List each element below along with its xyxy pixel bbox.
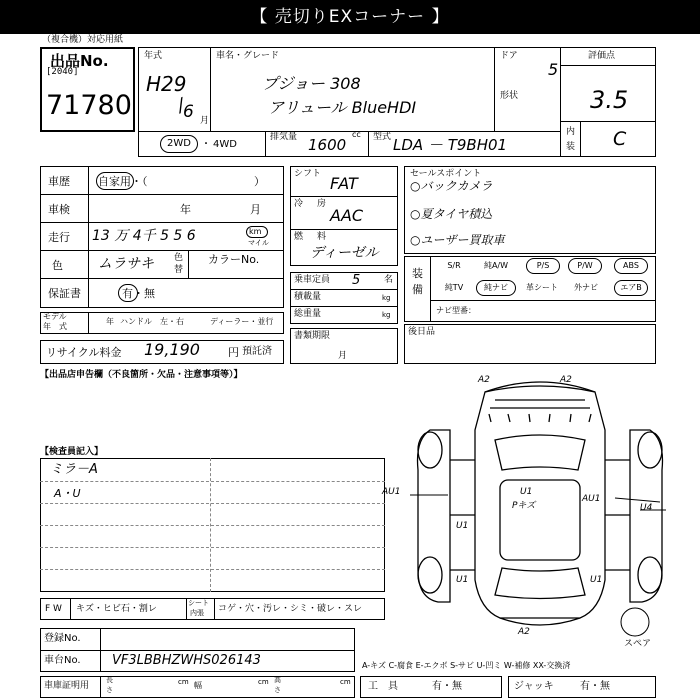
car-label: 車名・グレード bbox=[216, 51, 280, 61]
displacement-value: 1600 bbox=[308, 136, 347, 154]
chassis-label: 車台No. bbox=[44, 655, 81, 666]
recycle-value: 19,190 bbox=[144, 340, 200, 359]
drive-4wd: 4WD bbox=[213, 139, 237, 150]
displacement-label: 排気量 bbox=[270, 132, 298, 142]
weight-unit: kg bbox=[382, 311, 391, 319]
history-label: 車歴 bbox=[48, 175, 70, 188]
garage-cert-label: 車庫証明用 bbox=[44, 681, 90, 691]
seller-notes-label: 【出品店申告欄（不良箇所・欠品・注意事項等）】 bbox=[40, 370, 243, 380]
mark-right-au: AU1 bbox=[582, 494, 601, 504]
documents-label: 書類期限 bbox=[294, 331, 331, 341]
later-date-label: 後日品 bbox=[408, 327, 436, 337]
inspector-line-1: ミラ－A bbox=[50, 462, 98, 477]
seat-label-2: 内張 bbox=[190, 609, 204, 617]
spare-label: スペア bbox=[624, 639, 652, 649]
drive-2wd: 2WD bbox=[160, 135, 198, 153]
weight-label: 総重量 bbox=[294, 309, 322, 319]
car-name: プジョー 308 bbox=[262, 74, 361, 93]
seat-text: コゲ・穴・汚レ・シミ・破レ・スレ bbox=[218, 604, 363, 614]
shape-label: 形状 bbox=[500, 91, 519, 101]
recycle-label: リサイクル料金 bbox=[46, 346, 122, 359]
doors-value: 5 bbox=[548, 60, 559, 79]
jack-label: ジャッキ bbox=[514, 681, 554, 692]
navi-model-label: ナビ型番： bbox=[436, 306, 476, 315]
sales-points-label: セールスポイント bbox=[410, 169, 482, 179]
mileage-km: km bbox=[249, 227, 262, 236]
load-unit: kg bbox=[382, 294, 391, 302]
mark-top-left: A2 bbox=[478, 375, 490, 385]
score-label: 評価点 bbox=[588, 51, 616, 61]
car-grade: アリュール BlueHDI bbox=[268, 98, 417, 117]
width-unit: cm bbox=[258, 678, 269, 686]
inspection-month-unit: 月 bbox=[250, 203, 261, 216]
sales-point-3: ○ユーザー買取車 bbox=[410, 233, 505, 247]
inspection-label: 車検 bbox=[48, 203, 70, 216]
interior-label-1: 内 bbox=[566, 127, 576, 137]
length-unit: cm bbox=[178, 678, 189, 686]
fuel-value: ディーゼル bbox=[310, 245, 379, 261]
page-title: 【 売切りEXコーナー 】 bbox=[0, 0, 700, 34]
color-no-label: カラーNo. bbox=[208, 253, 260, 266]
ac-value: AAC bbox=[330, 206, 364, 225]
equip-airbag: エアB bbox=[614, 280, 648, 296]
shift-value: FAT bbox=[330, 174, 358, 193]
mark-left-u: U1 bbox=[456, 521, 469, 531]
recycle-unit: 円 bbox=[228, 346, 239, 359]
interior-value: C bbox=[613, 128, 627, 150]
model-year-unit: 年 bbox=[106, 317, 114, 326]
capacity-unit: 名 bbox=[384, 275, 394, 285]
equip-ps: P/S bbox=[526, 258, 560, 274]
doors-label: ドア bbox=[500, 51, 518, 61]
tools-label: 工 具 bbox=[368, 681, 398, 692]
seat-label-1: シート bbox=[188, 599, 209, 607]
equipment-label-2: 備 bbox=[412, 283, 423, 296]
mark-center-2: Pキズ bbox=[512, 501, 536, 511]
year-month: 6 bbox=[183, 102, 194, 122]
fuel-label-2: 料 bbox=[317, 232, 327, 242]
year-era: H29 bbox=[146, 72, 187, 96]
dealer-label: ディーラー・並行 bbox=[210, 317, 274, 326]
ac-label-1: 冷 bbox=[294, 199, 304, 209]
jack-value: 有・無 bbox=[580, 681, 610, 692]
drive-sep: ・ bbox=[201, 139, 211, 150]
paint-label-2: 替 bbox=[174, 265, 184, 275]
equip-alloy: 純A/W bbox=[483, 261, 509, 270]
warranty-label: 保証書 bbox=[48, 287, 81, 300]
recycle-note: 預託済 bbox=[242, 346, 272, 357]
equip-ext-navi: 外ナビ bbox=[574, 283, 598, 292]
capacity-value: 5 bbox=[352, 273, 361, 288]
height-unit: cm bbox=[340, 678, 351, 686]
mark-bottom: A2 bbox=[518, 627, 530, 637]
form-subtitle: （複合機）対応用紙 bbox=[42, 35, 124, 45]
month-unit: 月 bbox=[200, 116, 210, 126]
lot-code: [2040] bbox=[46, 67, 79, 77]
mark-top-right: A2 bbox=[560, 375, 572, 385]
load-label: 積載量 bbox=[294, 292, 322, 302]
history-value: 自家用・（ bbox=[98, 175, 148, 188]
lot-label: 出品No. bbox=[50, 52, 109, 70]
chassis-value: VF3LBBHZWHS026143 bbox=[112, 653, 261, 668]
inspector-line-2: A・U bbox=[54, 487, 81, 500]
history-close: ） bbox=[254, 175, 265, 188]
documents-unit: 月 bbox=[338, 351, 348, 361]
warranty-value: 有・無 bbox=[122, 287, 155, 300]
fuel-label-1: 燃 bbox=[294, 232, 304, 242]
mark-center: U1 bbox=[520, 487, 533, 497]
mark-bottom-left-u: U1 bbox=[456, 575, 469, 585]
inspection-year-unit: 年 bbox=[180, 203, 191, 216]
equip-sr: S/R bbox=[447, 261, 461, 270]
model-label: 型式 bbox=[373, 132, 392, 142]
sales-point-1: ○バックカメラ bbox=[410, 179, 493, 193]
length-label-2: さ bbox=[106, 686, 113, 694]
handle-label: ハンドル 左・右 bbox=[120, 317, 184, 326]
model-value: LDA － T9BH01 bbox=[393, 136, 508, 154]
model-year-label-1: モデル bbox=[43, 312, 67, 321]
equipment-label-1: 装 bbox=[412, 267, 423, 280]
lot-number: 71780 bbox=[46, 90, 132, 121]
registration-label: 登録No. bbox=[44, 633, 81, 644]
color-label: 色 bbox=[52, 259, 63, 272]
mark-left-au: AU1 bbox=[382, 487, 401, 497]
year-label: 年式 bbox=[144, 51, 163, 61]
capacity-label: 乗車定員 bbox=[294, 275, 331, 285]
width-label: 幅 bbox=[194, 681, 202, 690]
tools-value: 有・無 bbox=[432, 681, 462, 692]
equip-leather: 革シート bbox=[526, 283, 558, 292]
sales-point-2: ○夏タイヤ積込 bbox=[410, 207, 493, 221]
mark-right-u: U4 bbox=[640, 503, 653, 513]
fw-label: F W bbox=[45, 604, 62, 614]
mileage-value: 13 万 4千 5 5 6 bbox=[92, 228, 196, 244]
inspector-notes-label: 【検査員記入】 bbox=[40, 447, 104, 457]
mark-bottom-right-u: U1 bbox=[590, 575, 603, 585]
paint-label-1: 色 bbox=[174, 253, 184, 263]
interior-label-2: 装 bbox=[566, 142, 576, 152]
height-label-1: 高 bbox=[274, 676, 281, 684]
equip-navi: 純ナビ bbox=[476, 280, 516, 296]
shift-label: シフト bbox=[294, 169, 322, 179]
equip-abs: ABS bbox=[614, 258, 648, 274]
equip-tv: 純TV bbox=[444, 283, 464, 292]
mileage-label: 走行 bbox=[48, 231, 70, 244]
damage-legend: A-キズ C-腐食 E-エクボ S-サビ U-凹ミ W-補修 XX-交換済 bbox=[362, 661, 571, 670]
equip-pw: P/W bbox=[568, 258, 602, 274]
model-year-label-2: 年 式 bbox=[43, 322, 67, 331]
color-value: ムラサキ bbox=[98, 256, 154, 272]
length-label-1: 長 bbox=[106, 676, 113, 684]
later-date-box bbox=[404, 324, 656, 364]
fw-text: キズ・ヒビ石・割レ bbox=[76, 604, 157, 614]
displacement-unit: cc bbox=[352, 130, 361, 139]
ac-label-2: 房 bbox=[317, 199, 327, 209]
height-label-2: さ bbox=[274, 686, 281, 694]
score-value: 3.5 bbox=[590, 86, 629, 114]
mileage-mile: マイル bbox=[248, 239, 269, 247]
